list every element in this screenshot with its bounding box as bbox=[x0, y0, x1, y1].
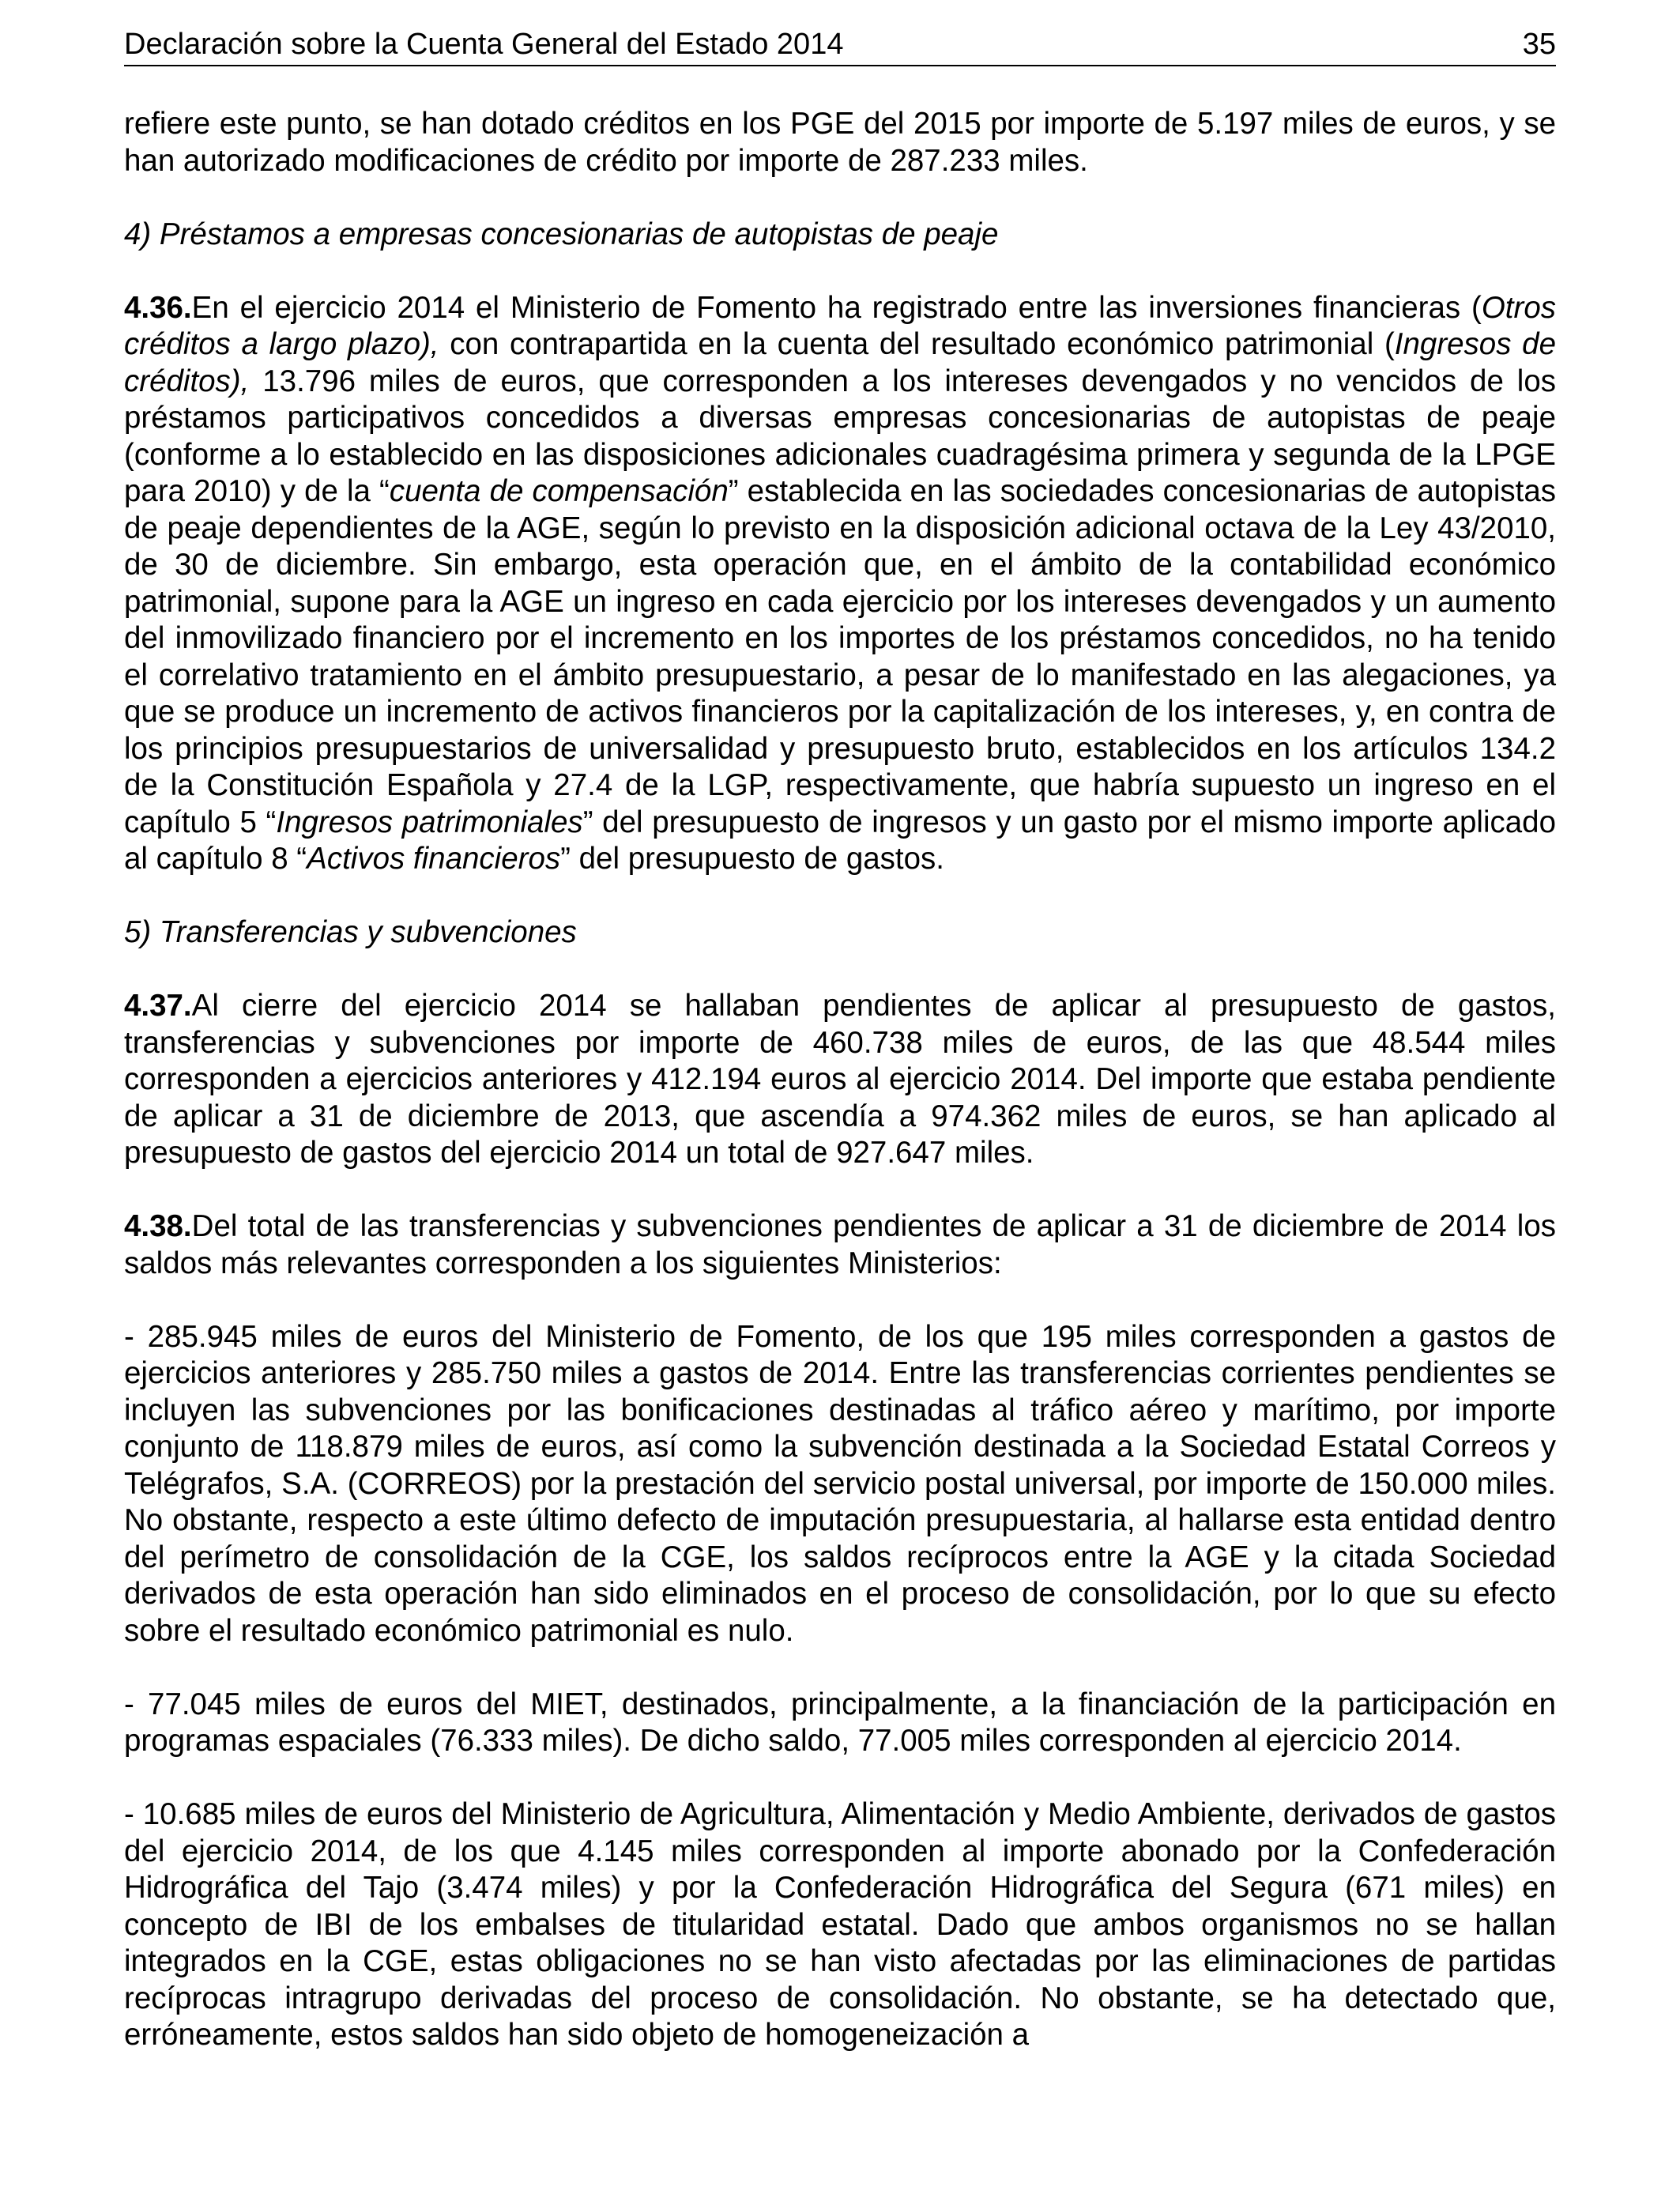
page-content bbox=[124, 106, 1556, 2054]
paragraph-4-38 bbox=[124, 1208, 1556, 1282]
list-item-agricultura: - 10.685 miles de euros del Ministerio de Agricultura, Alimentación y Medio Ambiente, derivados de gastos del ejercicio 2014, de los que 4.145 miles corresponden al importe abonado por la Confederación Hidrográfica del Tajo (3.474 miles) y por la Confederación Hidrográfica del Segura (671 miles) en concepto de IBI de los embalses de titularidad estatal. Dado que ambos organismos no se hallan integrados en la CGE, estas obligaciones no se han visto afectadas por las eliminaciones de partidas recíprocas intragrupo derivadas del proceso de consolidación. No obstante, se ha detectado que, erróneamente, estos saldos han sido objeto de homogeneización a bbox=[124, 1797, 1556, 2052]
paragraph-4-36 bbox=[124, 290, 1556, 878]
section-heading-5 bbox=[124, 914, 1556, 952]
list-item-miet: - 77.045 miles de euros del MIET, destinados, principalmente, a la financiación de la participación en programas espaciales (76.333 miles). De dicho saldo, 77.005 miles corresponden al ejercicio 2014. bbox=[124, 1687, 1556, 1758]
paragraph-continuation: refiere este punto, se han dotado créditos en los PGE del 2015 por importe de 5.197 miles de euros, y se han autorizado modificaciones de crédito por importe de 287.233 miles. bbox=[124, 107, 1556, 178]
paragraph-number: 4.37. bbox=[124, 989, 192, 1023]
paragraph-4-37 bbox=[124, 988, 1556, 1172]
page-number: 35 bbox=[1522, 28, 1556, 61]
italic-run: Otros créditos a largo plazo), bbox=[124, 290, 1556, 361]
italic-run: cuenta de compensación bbox=[389, 474, 729, 508]
header-title: Declaración sobre la Cuenta General del Estado 2014 bbox=[124, 28, 844, 61]
text-run: con contrapartida en la cuenta del resultado económico patrimonial ( bbox=[439, 327, 1395, 361]
text-run: Del total de las transferencias y subvenciones pendientes de aplicar a 31 de diciembre de 2014 los saldos más relevantes corresponden a los siguientes Ministerios: bbox=[124, 1209, 1556, 1280]
text-run: 13.796 miles de euros, que corresponden a los intereses devengados y no vencidos de los préstamos participativos concedidos a diversas empresas concesionarias de autopistas de peaje (conforme a lo establecido en las disposiciones adicionales cuadragésima primera y segunda de la LPGE para 2010) y de la “ bbox=[124, 364, 1556, 508]
page-header bbox=[124, 24, 1556, 66]
text-run: ” del presupuesto de gastos. bbox=[560, 842, 944, 876]
text-run: ” del presupuesto de ingresos y un gasto por el mismo importe aplicado al capítulo 8 “ bbox=[124, 805, 1556, 876]
paragraph-number: 4.36. bbox=[124, 290, 192, 325]
text-run: Al cierre del ejercicio 2014 se hallaban pendientes de aplicar al presupuesto de gastos, transferencias y subvenciones por importe de 460.738 miles de euros, de las que 48.544 miles corresponden a ejercicios anteriores y 412.194 euros al ejercicio 2014. Del importe que estaba pendiente de aplicar a 31 de diciembre de 2013, que ascendía a 974.362 miles de euros, se han aplicado al presupuesto de gastos del ejercicio 2014 un total de 927.647 miles. bbox=[124, 989, 1556, 1170]
text-run: ” establecida en las sociedades concesionarias de autopistas de peaje dependientes de la AGE, según lo previsto en la disposición adicional octava de la Ley 43/2010, de 30 de diciembre. Sin embargo, esta operación que, en el ámbito de la contabilidad económico patrimonial, supone para la AGE un ingreso en cada ejercicio por los intereses devengados y un aumento del inmovilizado financiero por el incremento en los importes de los préstamos concedidos, no ha tenido el correlativo tratamiento en el ámbito presupuestario, a pesar de lo manifestado en las alegaciones, ya que se produce un incremento de activos financieros por la capitalización de los intereses, y, en contra de los principios presupuestarios de universalidad y presupuesto bruto, establecidos en los artículos 134.2 de la Constitución Española y 27.4 de la LGP, respectivamente, que habría supuesto un ingreso en el capítulo 5 “ bbox=[124, 474, 1556, 839]
section-heading-4-text: 4) Préstamos a empresas concesionarias de autopistas de peaje bbox=[124, 217, 999, 251]
list-item-fomento: - 285.945 miles de euros del Ministerio de Fomento, de los que 195 miles corresponden a gastos de ejercicios anteriores y 285.750 miles a gastos de 2014. Entre las transferencias corrientes pendientes se incluyen las subvenciones por las bonificaciones destinadas al tráfico aéreo y marítimo, por importe conjunto de 118.879 miles de euros, así como la subvención destinada a la Sociedad Estatal Correos y Telégrafos, S.A. (CORREOS) por la prestación del servicio postal universal, por importe de 150.000 miles. No obstante, respecto a este último defecto de imputación presupuestaria, al hallarse esta entidad dentro del perímetro de consolidación de la CGE, los saldos recíprocos entre la AGE y la citada Sociedad derivados de esta operación han sido eliminados en el proceso de consolidación, por lo que su efecto sobre el resultado económico patrimonial es nulo. bbox=[124, 1319, 1556, 1648]
section-heading-4 bbox=[124, 217, 1556, 254]
italic-run: Activos financieros bbox=[307, 842, 561, 876]
text-run: En el ejercicio 2014 el Ministerio de Fomento ha registrado entre las inversiones financieras ( bbox=[191, 290, 1482, 325]
paragraph-number: 4.38. bbox=[124, 1209, 192, 1243]
italic-run: Ingresos patrimoniales bbox=[276, 805, 583, 839]
italic-run: Ingresos de créditos), bbox=[124, 327, 1556, 398]
section-heading-5-text: 5) Transferencias y subvenciones bbox=[124, 915, 577, 949]
